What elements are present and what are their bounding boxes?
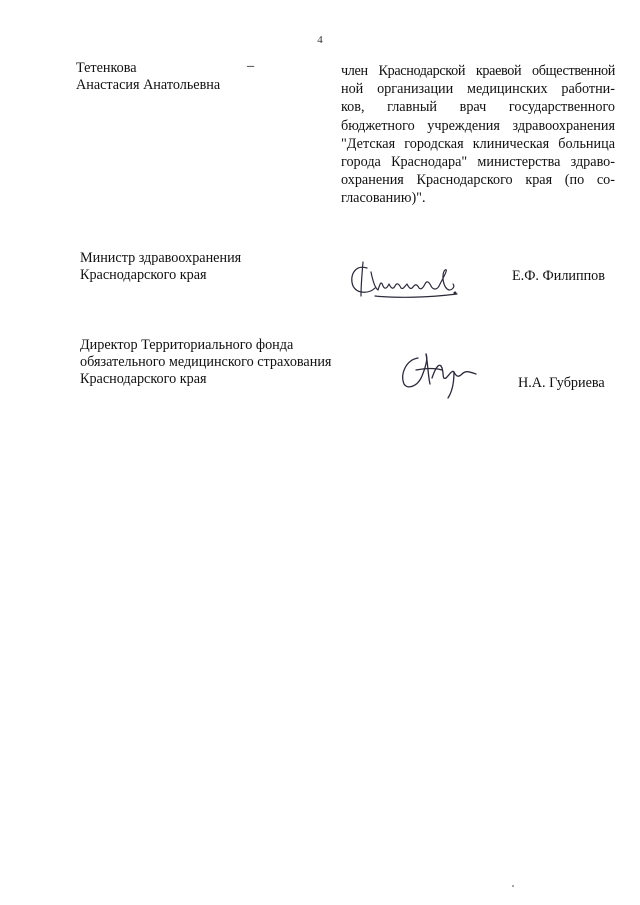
member-given-names: Анастасия Анатольевна [76, 77, 221, 93]
description-line: ной организации медицинских работни- [341, 81, 615, 98]
fund-director-title-line: Краснодарского края [80, 371, 207, 387]
fund-director-title-line: Директор Территориального фонда [80, 337, 294, 353]
fund-director-signature [398, 348, 480, 400]
member-name [76, 60, 276, 94]
fund-director-title-line: обязательного медицинского страхования [80, 354, 332, 370]
minister-title-line: Краснодарского края [80, 267, 207, 283]
fund-director-name: Н.А. Губриева [518, 375, 605, 391]
description-line: бюджетного учреждения здравоохранения [341, 117, 615, 134]
minister-title-line: Министр здравоохранения [80, 250, 242, 266]
minister-name: Е.Ф. Филиппов [512, 268, 605, 284]
description-line: "Детская городская клиническая больница [341, 135, 615, 152]
scan-speck [512, 885, 514, 887]
description-line: член Краснодарской краевой общественной [341, 63, 615, 79]
description-line: гласованию)". [341, 190, 426, 207]
member-dash: – [247, 58, 255, 74]
minister-signature [345, 254, 465, 302]
description-line: ков, главный врач государственного [341, 99, 615, 116]
member-surname: Тетенкова [76, 60, 137, 76]
fund-director-title [80, 337, 331, 388]
description-line: города Краснодара" министерства здраво- [341, 153, 615, 170]
page-number: 4 [317, 34, 323, 46]
member-description [341, 62, 615, 208]
description-line: охранения Краснодарского края (по со- [341, 172, 615, 189]
minister-title [80, 250, 241, 284]
